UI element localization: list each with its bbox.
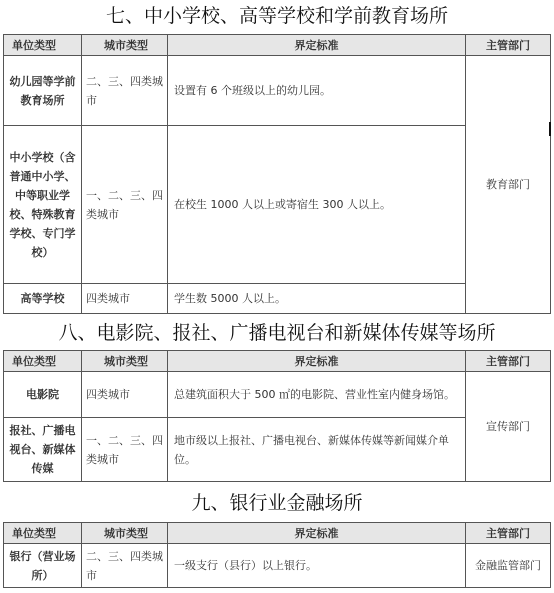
criteria-cell: 总建筑面积大于 500 ㎡的电影院、营业性室内健身场馆。 (168, 372, 466, 418)
header-department: 主管部门 (466, 523, 551, 544)
unit-type-cell: 幼儿园等学前教育场所 (4, 56, 82, 126)
table-section-8 (3, 350, 551, 482)
header-criteria: 界定标准 (168, 351, 466, 372)
header-department: 主管部门 (466, 351, 551, 372)
city-type-cell: 二、三、四类城市 (82, 544, 168, 588)
table-row (4, 544, 551, 588)
unit-type-cell: 中小学校（含普通中小学、中等职业学校、特殊教育学校、专门学校） (4, 126, 82, 284)
criteria-cell: 地市级以上报社、广播电视台、新媒体传媒等新闻媒介单位。 (168, 418, 466, 482)
header-city-type: 城市类型 (82, 35, 168, 56)
unit-type-cell: 高等学校 (4, 284, 82, 314)
table-section-7 (3, 34, 551, 314)
header-department: 主管部门 (466, 35, 551, 56)
page-edge-marker (549, 122, 551, 136)
criteria-cell: 学生数 5000 人以上。 (168, 284, 466, 314)
section-title-7: 七、中小学校、高等学校和学前教育场所 (105, 5, 448, 27)
table-header-row (4, 523, 551, 544)
city-type-cell: 一、二、三、四类城市 (82, 126, 168, 284)
unit-type-cell: 银行（营业场所） (4, 544, 82, 588)
department-cell: 金融监管部门 (466, 544, 551, 588)
header-criteria: 界定标准 (168, 523, 466, 544)
department-cell: 宣传部门 (466, 372, 551, 482)
header-criteria: 界定标准 (168, 35, 466, 56)
header-city-type: 城市类型 (82, 351, 168, 372)
city-type-cell: 四类城市 (82, 372, 168, 418)
section-title-8: 八、电影院、报社、广播电视台和新媒体传媒等场所 (58, 322, 496, 344)
city-type-cell: 二、三、四类城市 (82, 56, 168, 126)
department-cell: 教育部门 (466, 56, 551, 314)
header-unit-type: 单位类型 (4, 351, 82, 372)
table-row (4, 56, 551, 126)
unit-type-cell: 电影院 (4, 372, 82, 418)
table-header-row (4, 35, 551, 56)
table-row (4, 372, 551, 418)
criteria-cell: 设置有 6 个班级以上的幼儿园。 (168, 56, 466, 126)
table-section-9 (3, 522, 551, 588)
criteria-cell: 在校生 1000 人以上或寄宿生 300 人以上。 (168, 126, 466, 284)
unit-type-cell: 报社、广播电视台、新媒体传媒 (4, 418, 82, 482)
city-type-cell: 一、二、三、四类城市 (82, 418, 168, 482)
section-title-9: 九、银行业金融场所 (191, 492, 363, 514)
header-unit-type: 单位类型 (4, 523, 82, 544)
table-header-row (4, 351, 551, 372)
header-city-type: 城市类型 (82, 523, 168, 544)
city-type-cell: 四类城市 (82, 284, 168, 314)
criteria-cell: 一级支行（县行）以上银行。 (168, 544, 466, 588)
header-unit-type: 单位类型 (4, 35, 82, 56)
